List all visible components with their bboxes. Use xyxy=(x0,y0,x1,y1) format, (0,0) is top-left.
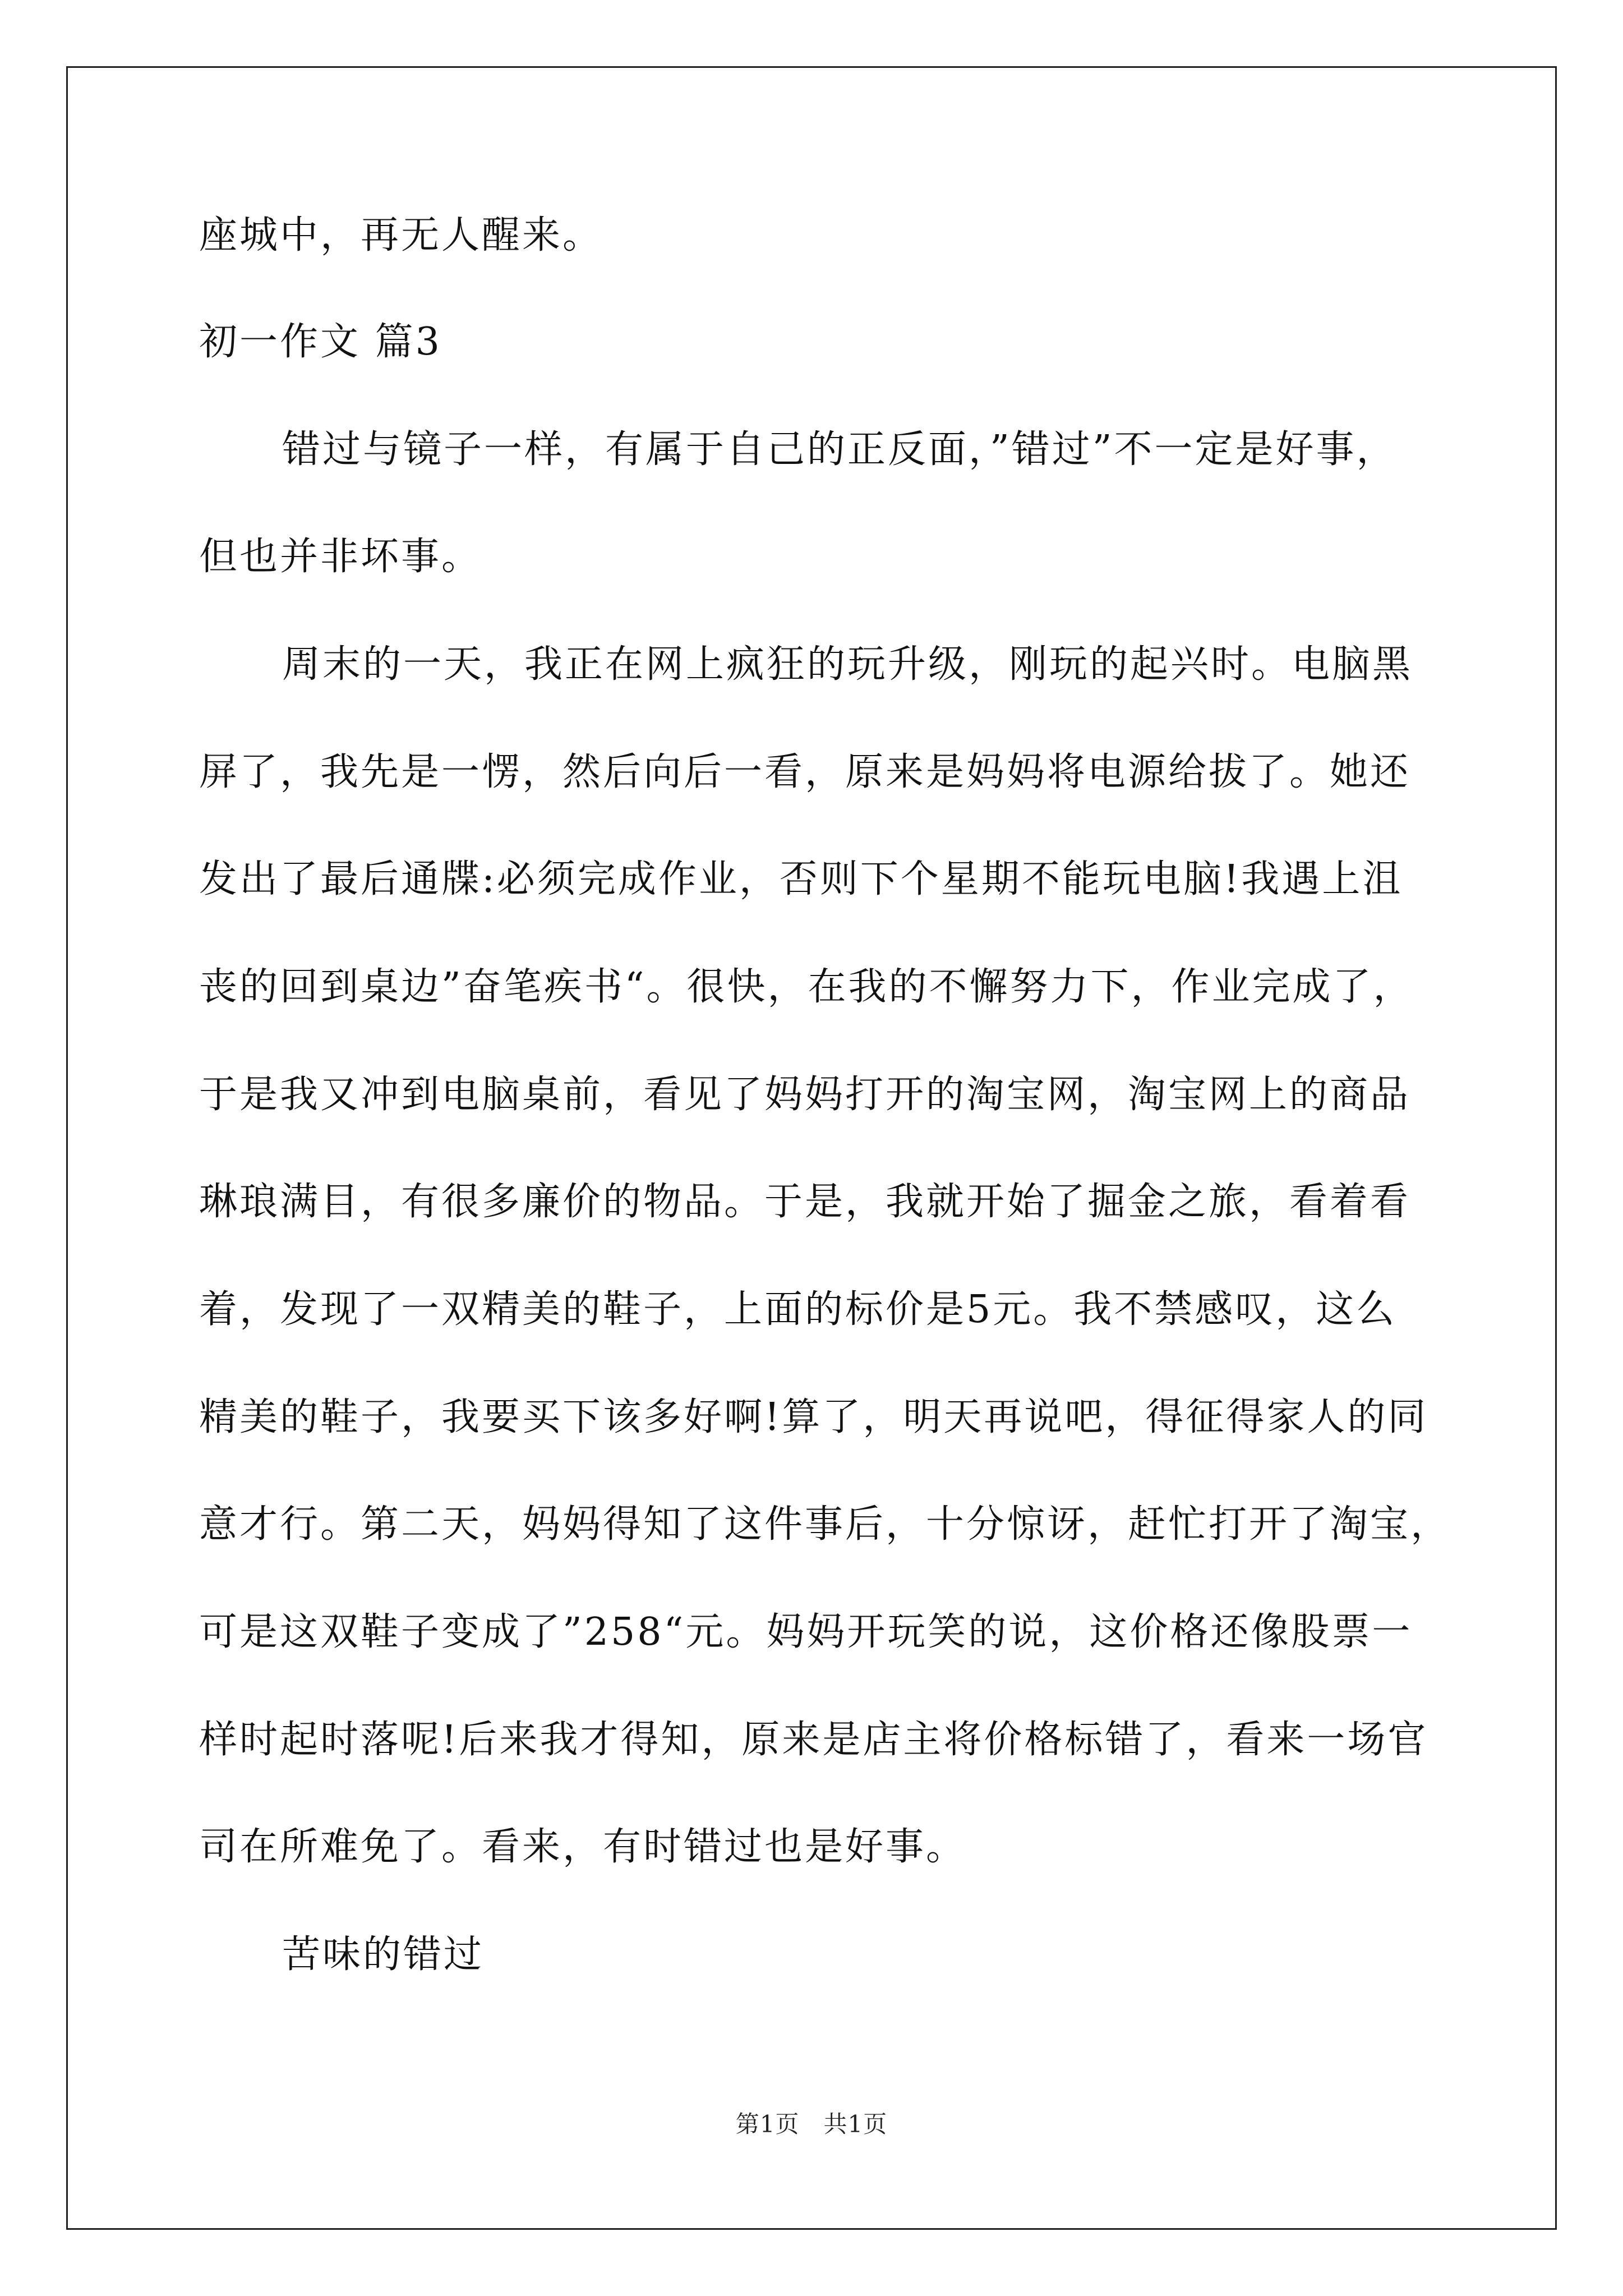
paragraph-line: 琳琅满目，有很多廉价的物品。于是，我就开始了掘金之旅，看着看 xyxy=(199,1180,1411,1224)
paragraph-line: 着，发现了一双精美的鞋子，上面的标价是5元。我不禁感叹，这么 xyxy=(199,1287,1397,1332)
paragraph-line: 错过与镜子一样，有属于自己的正反面，”错过”不一定是好事， xyxy=(282,427,1397,472)
section-heading: 初一作文 篇3 xyxy=(199,320,442,364)
paragraph-line: 司在所难免了。看来，有时错过也是好事。 xyxy=(199,1825,967,1869)
text-line: 座城中，再无人醒来。 xyxy=(199,213,603,257)
paragraph-line: 精美的鞋子，我要买下该多好啊!算了，明天再说吧，得征得家人的同 xyxy=(199,1395,1428,1439)
paragraph-line: 可是这双鞋子变成了”258“元。妈妈开玩笑的说，这价格还像股票一 xyxy=(199,1610,1413,1654)
paragraph-line: 但也并非坏事。 xyxy=(199,535,482,579)
paragraph-line: 苦味的错过 xyxy=(282,1932,485,1977)
paragraph-line: 于是我又冲到电脑桌前，看见了妈妈打开的淘宝网，淘宝网上的商品 xyxy=(199,1073,1411,1117)
page-border xyxy=(66,66,1557,2230)
page-footer: 第1页 共1页 xyxy=(735,2110,888,2138)
paragraph-line: 屏了，我先是一愣，然后向后一看，原来是妈妈将电源给拔了。她还 xyxy=(199,750,1411,794)
paragraph-line: 发出了最后通牒:必须完成作业，否则下个星期不能玩电脑!我遇上沮 xyxy=(199,857,1403,901)
paragraph-line: 周末的一天，我正在网上疯狂的玩升级，刚玩的起兴时。电脑黑 xyxy=(282,642,1413,687)
paragraph-line: 丧的回到桌边”奋笔疾书“。很快，在我的不懈努力下，作业完成了， xyxy=(199,965,1414,1009)
paragraph-line: 意才行。第二天，妈妈得知了这件事后，十分惊讶，赶忙打开了淘宝， xyxy=(199,1502,1451,1547)
paragraph-line: 样时起时落呢!后来我才得知，原来是店主将价格标错了，看来一场官 xyxy=(199,1718,1428,1762)
